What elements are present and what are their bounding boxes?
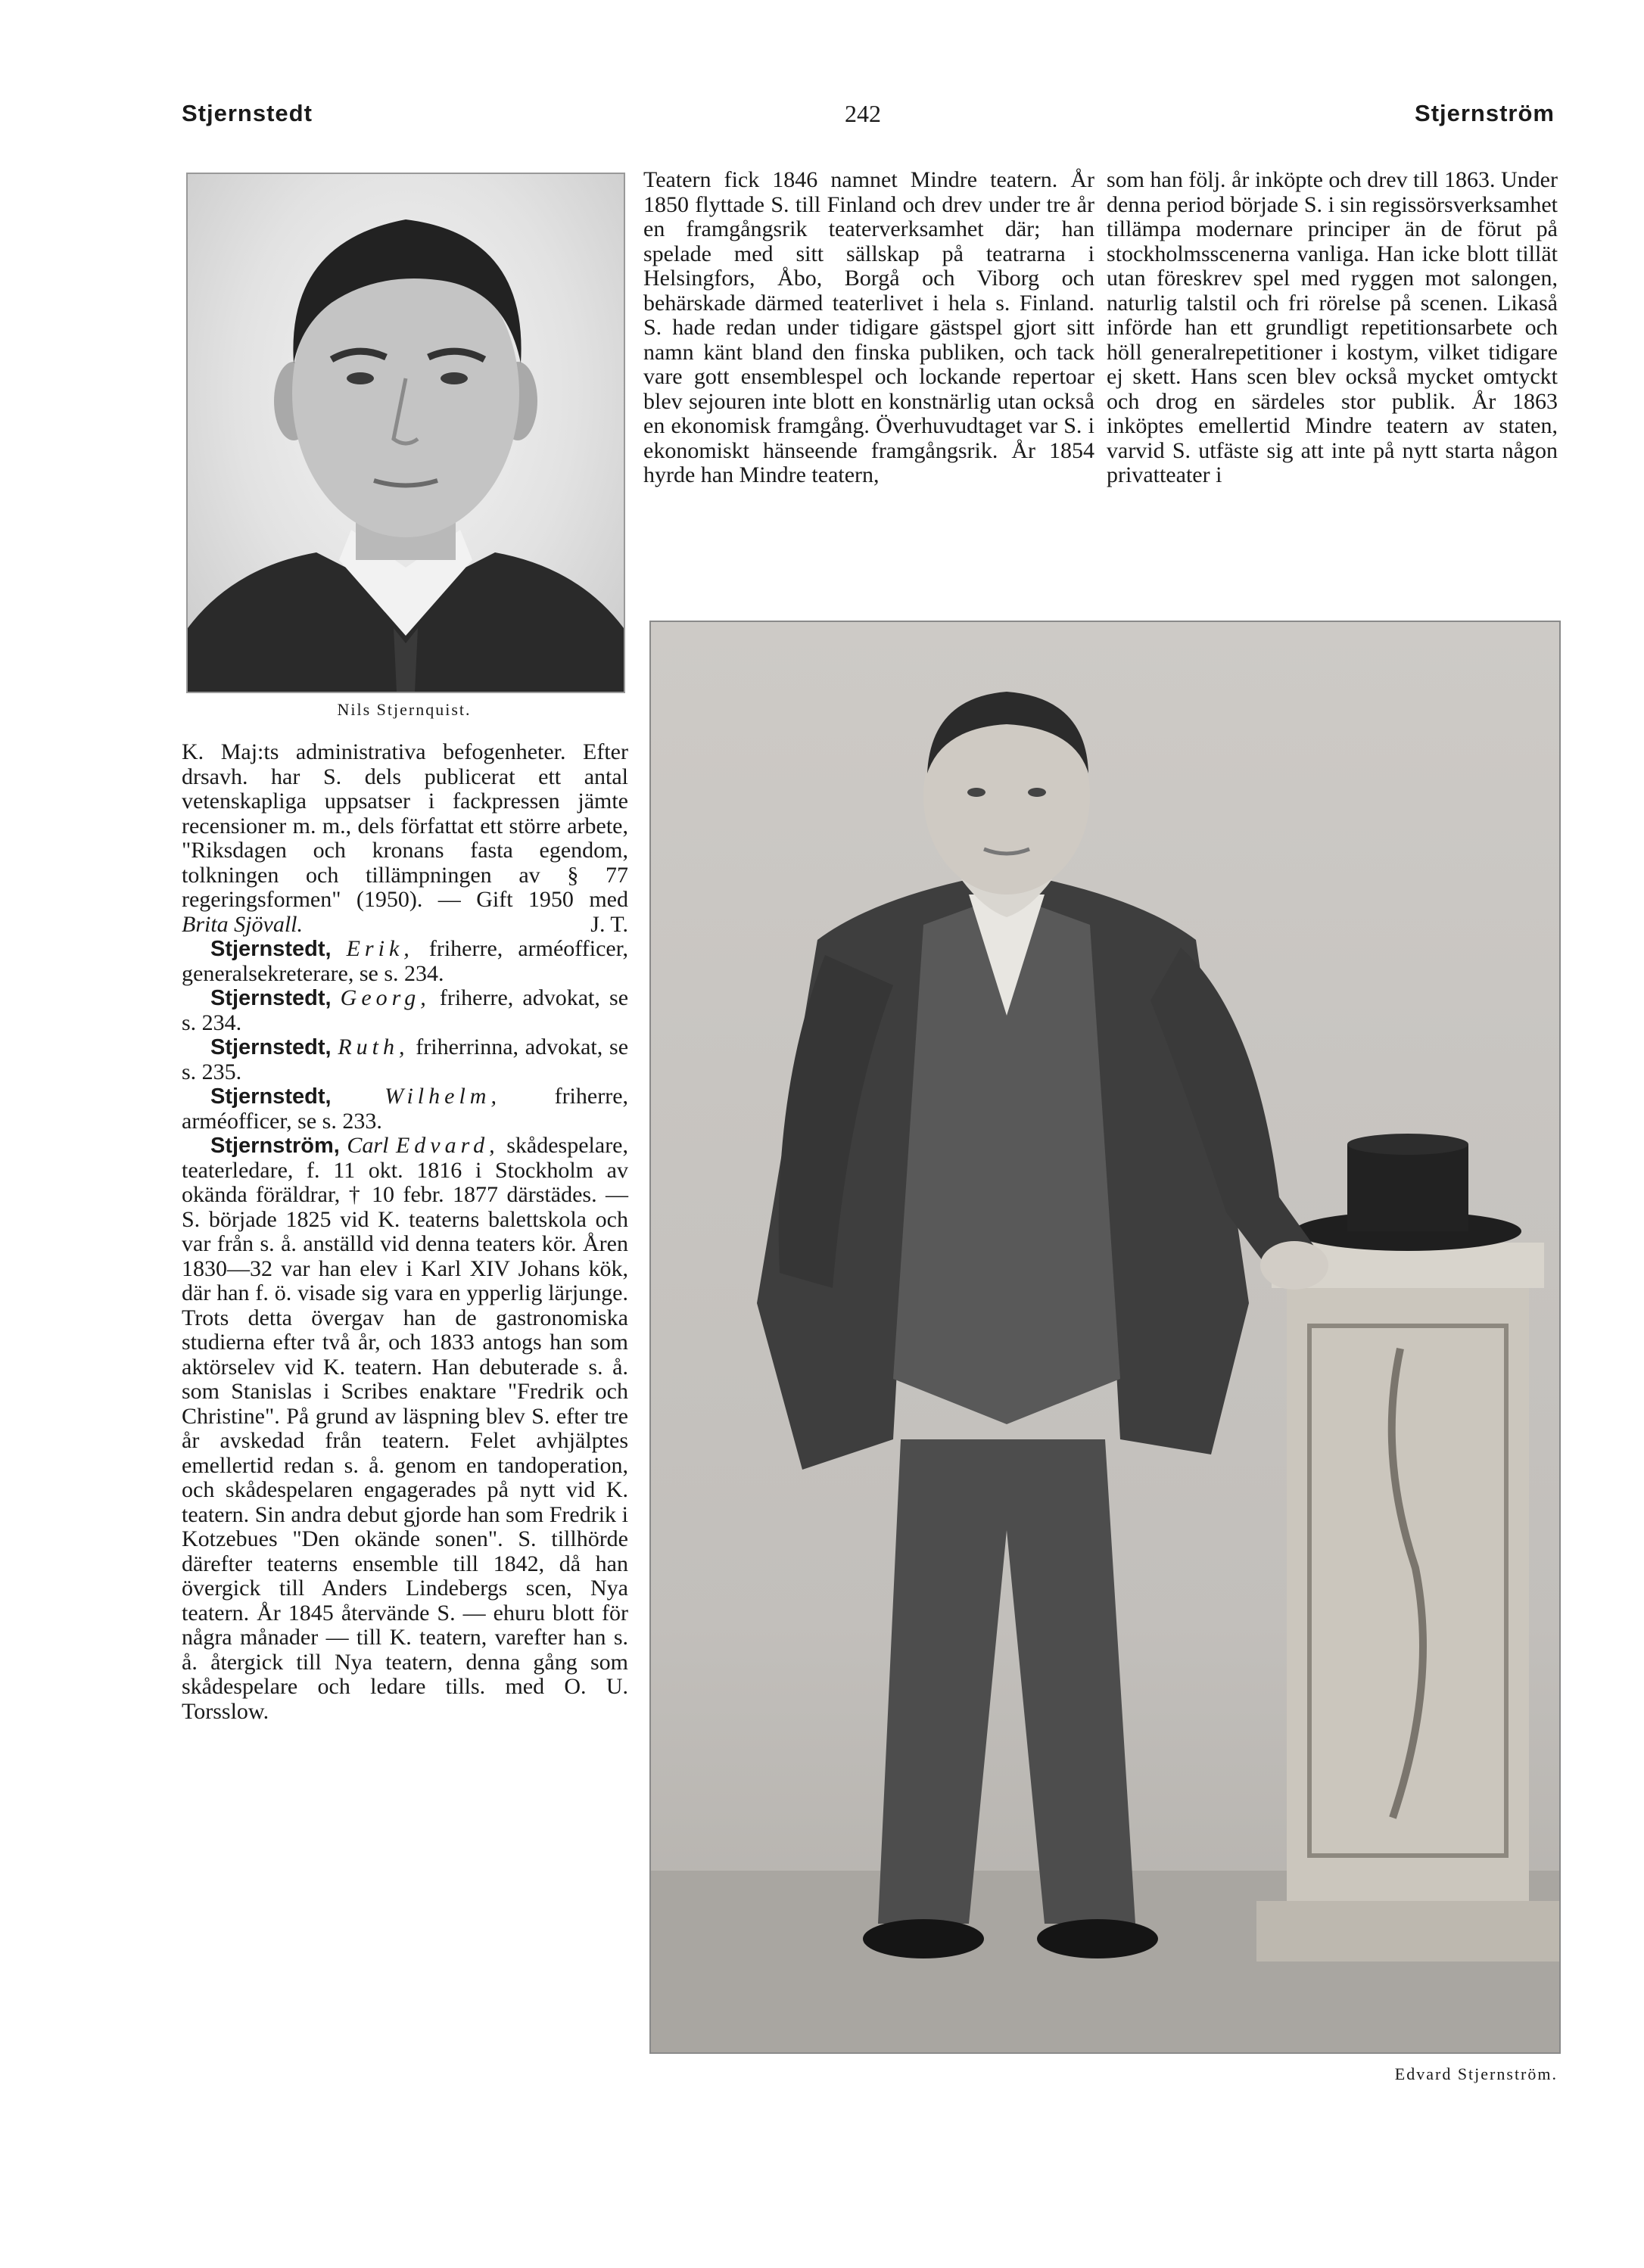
text-column-right xyxy=(1107,168,1558,488)
entry-ruth xyxy=(182,1035,628,1084)
entry-surname: Stjernstedt, xyxy=(210,1035,332,1059)
entry-wilhelm xyxy=(182,1084,628,1134)
entry-georg xyxy=(182,986,628,1035)
entry-text: skådespelare, teaterledare, f. 11 okt. 1816 i Stockholm av okända föräldrar, † 10 febr. 1877 därstädes. — S. började 1825 vid K. teaterns balettskola och var från s. å. anställd vid denna teaters kör. Åren 1830—32 var han elev i Karl XIV Johans kök, där han f. ö. visade sig vara en ypperlig lärjunge. Trots detta övergav han de gastronomiska studierna efter två år, och 1833 antogs han som aktörselev vid K. teatern. Han debuterade s. å. som Stanislas i Scribes enaktare "Fredrik och Christine". På grund av läspning blev S. efter tre år avskedad från teatern. Felet avhjälptes emellertid redan s. å. genom en tandoperation, och skådespelaren engagerades på nytt vid K. teatern. Sin andra debut gjorde han som Fredrik i Kotzebues "Den okände sonen". S. tillhörde därefter teaterns ensemble till 1842, då han övergick till Anders Lindebergs scen, Nya teatern. År 1845 återvände S. — ehuru blott för några månader — till K. teatern, varefter han s. å. återgick till Nya teatern, denna gång som skådespelare och ledare tills. med O. U. Torsslow. xyxy=(182,1133,629,1724)
entry-stjernstrom xyxy=(182,1134,628,1724)
entry-surname: Stjernström, xyxy=(210,1134,340,1158)
intro-paragraph xyxy=(182,740,628,937)
entry-given-name: Erik, xyxy=(346,936,414,961)
portrait-caption-top: Nils Stjernquist. xyxy=(337,700,472,719)
entry-given-name: Georg, xyxy=(340,985,431,1010)
entry-given-second: Edvard, xyxy=(395,1133,500,1158)
entry-surname: Stjernstedt, xyxy=(210,937,332,961)
intro-text: K. Maj:ts administrativa befogenheter. Efter drsavh. har S. dels publicerat ett antal vetenskapliga uppsatser i fackpressen jämte recensioner m. m., dels författat ett större arbete, "Riksdagen och kronans fasta egendom, tolkningen och tillämpningen av § 77 regeringsformen" (1950). — Gift 1950 med xyxy=(182,739,628,912)
entry-surname: Stjernstedt, xyxy=(210,1084,332,1109)
text-column-middle xyxy=(643,168,1094,488)
spouse-name: Brita Sjövall. xyxy=(182,911,303,937)
author-signature: J. T. xyxy=(590,911,628,937)
entry-text: friherre, advokat, se s. 234. xyxy=(182,985,629,1035)
column-middle-paragraph: Teatern fick 1846 namnet Mindre teatern. År 1850 flyttade S. till Finland och drev under tre år en framgångsrik teaterverksamhet där; han spelade med sitt sällskap på teatrarna i Helsingfors, Åbo, Borgå och Viborg och behärskade därmed teaterlivet i hela s. Finland. S. hade redan under tidigare gästspel gjort sitt namn känt bland den finska publiken, och tack vare gott ensemblespel och lockande repertoar blev sejouren inte blott en konstnärlig utan också en ekonomisk framgång. Överhuvudtaget var S. i ekonomiskt hänseende framgångsrik. År 1854 hyrde han Mindre teatern, xyxy=(643,167,1094,487)
entry-given-first: Carl xyxy=(347,1133,389,1158)
entry-text: friherre, arméofficer, generalsekreterare, se s. 234. xyxy=(182,936,628,986)
entry-erik xyxy=(182,937,628,986)
portrait-photo-nils-stjernquist xyxy=(186,173,625,693)
page-number: 242 xyxy=(845,100,881,127)
portrait-illustration xyxy=(188,174,624,692)
running-head-right: Stjernström xyxy=(1415,100,1555,126)
column-right-paragraph: som han följ. år inköpte och drev till 1863. Under denna period började S. i sin regissörsverksamhet tillämpa modernare principer än de förut på stockholmsscenerna vanliga. Han icke blott tillät utan föreskrev spel med ryggen mot salongen, naturlig talstil och fri rörelse på scenen. Likaså införde han ett grundligt repetitionsarbete och höll generalrepetitioner i kostym, vilket tidigare ej skett. Hans scen blev också mycket omtyckt och drog en särdeles stor publik. År 1863 inköptes emellertid Mindre teatern av staten, varvid S. utfäste sig att inte på nytt starta någon privatteater i xyxy=(1107,167,1558,487)
entry-given-name: Ruth, xyxy=(338,1034,409,1059)
text-column-left xyxy=(182,740,628,1724)
standing-figure-illustration xyxy=(651,622,1559,2052)
entry-text: friherrinna, advokat, se s. 235. xyxy=(182,1034,629,1084)
portrait-photo-edvard-stjernstrom xyxy=(649,621,1561,2054)
running-head-left: Stjernstedt xyxy=(182,100,313,126)
entry-text: friherre, arméofficer, se s. 233. xyxy=(182,1084,629,1134)
portrait-caption-bottom: Edvard Stjernström. xyxy=(1394,2064,1558,2083)
entry-surname: Stjernstedt, xyxy=(210,986,332,1010)
entry-given-name: Wilhelm, xyxy=(385,1084,501,1109)
